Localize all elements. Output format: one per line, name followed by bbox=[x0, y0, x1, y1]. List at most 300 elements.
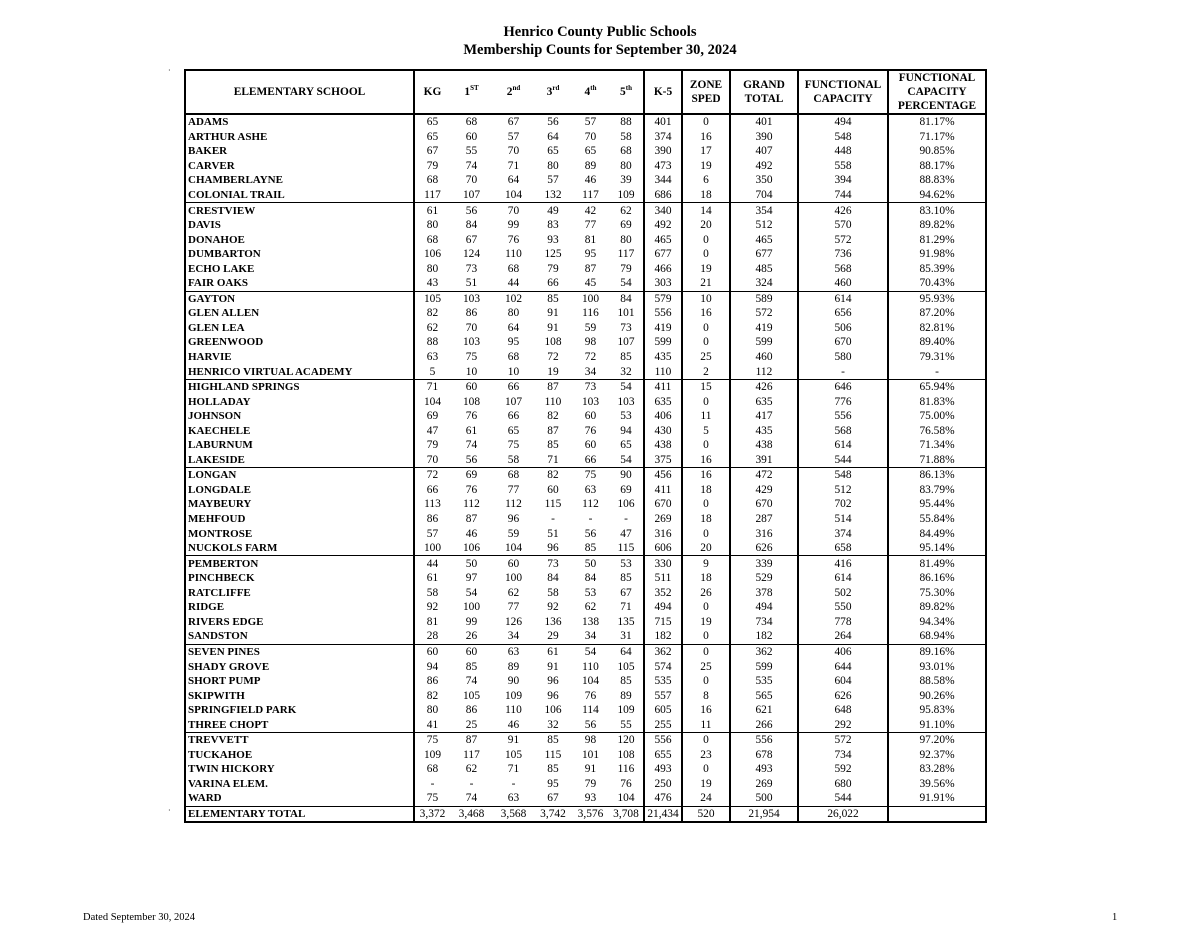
cell-grade2: 58 bbox=[507, 453, 520, 466]
cell-grade4: 46 bbox=[584, 174, 597, 187]
cell-capacity-percentage: 83.28% bbox=[888, 762, 986, 777]
cell-capacity-percentage: 95.93% bbox=[888, 291, 986, 306]
cell-zone-sped: 26 bbox=[682, 586, 730, 601]
cell-grand-total: 734 bbox=[730, 615, 798, 630]
cell-zone-sped: 8 bbox=[682, 688, 730, 703]
cell-school: HIGHLAND SPRINGS bbox=[185, 379, 414, 394]
cell-grade5: 117 bbox=[609, 247, 644, 262]
cell-grade2: 66 bbox=[493, 379, 534, 394]
cell-grand-total: 429 bbox=[730, 483, 798, 498]
cell-grade1: 3,468 bbox=[450, 806, 493, 822]
cell-grade1: 106 bbox=[462, 542, 481, 555]
cell-k5: 21,434 bbox=[644, 806, 682, 822]
cell-grade4: 59 bbox=[584, 321, 597, 334]
cell-kg: 79 bbox=[426, 439, 439, 452]
cell-grand-total: 485 bbox=[730, 261, 798, 276]
cell-grade4: 76 bbox=[584, 424, 597, 437]
cell-zone-sped: 0 bbox=[682, 600, 730, 615]
cell-grand-total: 266 bbox=[730, 717, 798, 732]
cell-grade3: 66 bbox=[547, 277, 559, 290]
cell-k5: 511 bbox=[644, 571, 682, 586]
cell-school: SEVEN PINES bbox=[185, 644, 414, 659]
cell-grade3: 87 bbox=[547, 424, 559, 437]
cell-grade3: 3,742 bbox=[534, 806, 572, 822]
cell-grade1: 84 bbox=[465, 219, 478, 232]
col-header-grade4: 4th bbox=[572, 70, 609, 114]
cell-functional-capacity: 736 bbox=[798, 247, 888, 262]
cell-zone-sped: 24 bbox=[682, 791, 730, 806]
cell-school: GAYTON bbox=[185, 291, 414, 306]
cell-grand-total: 362 bbox=[730, 644, 798, 659]
cell-grade2: 67 bbox=[507, 116, 520, 129]
cell-grade4: 63 bbox=[584, 483, 597, 496]
cell-functional-capacity: 614 bbox=[798, 438, 888, 453]
col-header-kg: KG bbox=[414, 70, 450, 114]
cell-grand-total: 599 bbox=[730, 659, 798, 674]
cell-kg: 61 bbox=[414, 203, 450, 218]
cell-capacity-percentage: 94.62% bbox=[888, 188, 986, 203]
cell-grade1: 61 bbox=[465, 424, 478, 437]
cell-grade3: 56 bbox=[547, 116, 559, 129]
cell-functional-capacity: 658 bbox=[798, 541, 888, 556]
cell-kg: 58 bbox=[426, 586, 439, 599]
cell-k5: 352 bbox=[644, 586, 682, 601]
cell-grade1: 87 bbox=[465, 513, 478, 526]
table-row bbox=[185, 468, 986, 483]
cell-functional-capacity: 570 bbox=[798, 218, 888, 233]
cell-k5: 255 bbox=[644, 717, 682, 732]
cell-k5: 303 bbox=[644, 276, 682, 291]
cell-zone-sped: 23 bbox=[682, 748, 730, 763]
cell-grand-total: 390 bbox=[730, 130, 798, 145]
cell-grand-total: 460 bbox=[730, 350, 798, 365]
cell-grand-total: 417 bbox=[730, 409, 798, 424]
cell-school: LONGAN bbox=[185, 468, 414, 483]
cell-grade4: 81 bbox=[584, 233, 597, 246]
cell-grade4: 93 bbox=[584, 792, 597, 805]
cell-grade3: 64 bbox=[547, 130, 559, 143]
cell-k5: 375 bbox=[644, 453, 682, 468]
cell-kg: 86 bbox=[426, 513, 439, 526]
cell-grade5: 53 bbox=[609, 409, 644, 424]
cell-school: GLEN ALLEN bbox=[185, 306, 414, 321]
cell-grade1: 67 bbox=[465, 233, 478, 246]
cell-grade2: 96 bbox=[507, 513, 520, 526]
cell-k5: 606 bbox=[644, 541, 682, 556]
cell-kg: 47 bbox=[426, 424, 439, 437]
cell-grade4: 53 bbox=[584, 586, 597, 599]
cell-grade4: 104 bbox=[581, 675, 600, 688]
cell-kg: 80 bbox=[426, 704, 439, 717]
table-row bbox=[185, 762, 986, 777]
cell-grade2: 68 bbox=[507, 262, 520, 275]
cell-grade2: 109 bbox=[504, 689, 523, 702]
cell-zone-sped: 15 bbox=[682, 379, 730, 394]
cell-grade2: 91 bbox=[493, 732, 534, 747]
cell-functional-capacity: 558 bbox=[798, 159, 888, 174]
cell-grade3: 72 bbox=[547, 351, 559, 364]
cell-grade5: 120 bbox=[609, 732, 644, 747]
cell-school: RATCLIFFE bbox=[185, 586, 414, 601]
cell-grade5: 88 bbox=[609, 114, 644, 130]
cell-grade3: 91 bbox=[547, 660, 559, 673]
table-row bbox=[185, 321, 986, 336]
cell-functional-capacity: 448 bbox=[798, 144, 888, 159]
table-row bbox=[185, 379, 986, 394]
cell-grand-total: 677 bbox=[730, 247, 798, 262]
cell-grade4: 70 bbox=[584, 130, 597, 143]
cell-capacity-percentage: 89.16% bbox=[888, 644, 986, 659]
cell-grade4: 101 bbox=[581, 748, 600, 761]
cell-grade2: 46 bbox=[507, 718, 520, 731]
cell-grade2: 77 bbox=[507, 601, 520, 614]
cell-kg: 63 bbox=[426, 351, 439, 364]
cell-kg: 94 bbox=[426, 660, 439, 673]
cell-functional-capacity: 416 bbox=[798, 556, 888, 571]
cell-grade1: 74 bbox=[465, 792, 478, 805]
cell-school: VARINA ELEM. bbox=[185, 777, 414, 792]
cell-grade4: - bbox=[588, 513, 593, 526]
cell-zone-sped: 0 bbox=[682, 335, 730, 350]
cell-functional-capacity: 544 bbox=[798, 791, 888, 806]
cell-grade3: 82 bbox=[534, 468, 572, 483]
cell-grade4: 54 bbox=[572, 644, 609, 659]
table-row bbox=[185, 114, 986, 130]
cell-k5: 535 bbox=[644, 674, 682, 689]
cell-capacity-percentage: 92.37% bbox=[888, 748, 986, 763]
cell-functional-capacity: - bbox=[798, 364, 888, 379]
cell-grade1: 100 bbox=[462, 601, 481, 614]
cell-capacity-percentage: 95.14% bbox=[888, 541, 986, 556]
cell-functional-capacity: 544 bbox=[798, 453, 888, 468]
document-title: Henrico County Public Schools bbox=[503, 24, 697, 40]
total-row bbox=[185, 806, 986, 822]
cell-grade5: 69 bbox=[609, 483, 644, 498]
cell-functional-capacity: 572 bbox=[798, 732, 888, 747]
cell-grade4: 91 bbox=[584, 763, 597, 776]
cell-grade2: 70 bbox=[493, 203, 534, 218]
cell-grade5: 79 bbox=[609, 261, 644, 276]
cell-grade3: 136 bbox=[544, 615, 562, 628]
cell-grade3: 87 bbox=[534, 379, 572, 394]
cell-grade5: 90 bbox=[609, 468, 644, 483]
cell-grade4: 85 bbox=[584, 542, 597, 555]
cell-k5: 465 bbox=[644, 232, 682, 247]
cell-functional-capacity: 374 bbox=[798, 526, 888, 541]
cell-grade2: 63 bbox=[507, 792, 520, 805]
cell-functional-capacity: 646 bbox=[798, 379, 888, 394]
cell-functional-capacity: 702 bbox=[798, 497, 888, 512]
cell-grade4: 89 bbox=[584, 159, 597, 172]
cell-grade4: 72 bbox=[584, 351, 597, 364]
cell-functional-capacity: 734 bbox=[798, 748, 888, 763]
cell-grade2: 64 bbox=[507, 321, 520, 334]
cell-functional-capacity: 744 bbox=[798, 188, 888, 203]
cell-grade5: 108 bbox=[609, 748, 644, 763]
table-row bbox=[185, 586, 986, 601]
cell-capacity-percentage: 95.44% bbox=[888, 497, 986, 512]
cell-grade5: 104 bbox=[609, 791, 644, 806]
cell-k5: 456 bbox=[644, 468, 682, 483]
cell-grade1: 99 bbox=[465, 615, 478, 628]
col-header-grade1: 1ST bbox=[450, 70, 493, 114]
cell-grade1: 86 bbox=[465, 307, 478, 320]
cell-grade5: 68 bbox=[609, 144, 644, 159]
cell-grade2: 104 bbox=[504, 542, 523, 555]
cell-functional-capacity: 568 bbox=[798, 423, 888, 438]
cell-grade2: 95 bbox=[507, 336, 520, 349]
cell-grade3: 85 bbox=[534, 732, 572, 747]
cell-grand-total: 589 bbox=[730, 291, 798, 306]
cell-grade3: 92 bbox=[547, 601, 559, 614]
cell-grade5: 76 bbox=[609, 777, 644, 792]
cell-zone-sped: 0 bbox=[682, 438, 730, 453]
cell-k5: 494 bbox=[644, 600, 682, 615]
table-row bbox=[185, 512, 986, 527]
cell-grade4: 98 bbox=[584, 336, 597, 349]
cell-zone-sped: 16 bbox=[682, 306, 730, 321]
cell-grade3: 115 bbox=[544, 748, 562, 761]
cell-capacity-percentage: 95.83% bbox=[888, 703, 986, 718]
page-number: 1 bbox=[1112, 912, 1118, 923]
cell-grade4: 66 bbox=[584, 453, 597, 466]
cell-zone-sped: 0 bbox=[682, 321, 730, 336]
cell-grade5: 54 bbox=[609, 379, 644, 394]
cell-capacity-percentage: 68.94% bbox=[888, 629, 986, 644]
cell-functional-capacity: 26,022 bbox=[798, 806, 888, 822]
table-row bbox=[185, 291, 986, 306]
cell-grand-total: 670 bbox=[730, 497, 798, 512]
cell-grand-total: 401 bbox=[730, 114, 798, 130]
cell-capacity-percentage: - bbox=[888, 364, 986, 379]
cell-grand-total: 492 bbox=[730, 159, 798, 174]
cell-grade1: 105 bbox=[462, 689, 481, 702]
cell-k5: 406 bbox=[644, 409, 682, 424]
table-row bbox=[185, 453, 986, 468]
cell-grade4: 34 bbox=[584, 365, 597, 378]
cell-k5: 466 bbox=[644, 261, 682, 276]
cell-grade1: 97 bbox=[465, 572, 478, 585]
cell-k5: 250 bbox=[644, 777, 682, 792]
cell-grade2: 75 bbox=[507, 439, 520, 452]
cell-grade2: 89 bbox=[507, 660, 520, 673]
cell-grade3: 85 bbox=[547, 439, 559, 452]
cell-k5: 110 bbox=[644, 364, 682, 379]
cell-functional-capacity: 460 bbox=[798, 276, 888, 291]
cell-capacity-percentage: 75.30% bbox=[888, 586, 986, 601]
cell-capacity-percentage bbox=[888, 806, 986, 822]
cell-zone-sped: 11 bbox=[682, 409, 730, 424]
cell-grade3: 125 bbox=[544, 248, 562, 261]
cell-grade5: 106 bbox=[609, 497, 644, 512]
cell-k5: 430 bbox=[644, 423, 682, 438]
table-row bbox=[185, 556, 986, 571]
cell-capacity-percentage: 97.20% bbox=[888, 732, 986, 747]
table-row bbox=[185, 130, 986, 145]
cell-k5: 374 bbox=[644, 130, 682, 145]
cell-grade4: 103 bbox=[581, 395, 600, 408]
cell-grade4: 87 bbox=[584, 262, 597, 275]
cell-k5: 435 bbox=[644, 350, 682, 365]
cell-kg: 68 bbox=[426, 233, 439, 246]
cell-school: LAKESIDE bbox=[185, 453, 414, 468]
table-row bbox=[185, 306, 986, 321]
cell-kg: 44 bbox=[414, 556, 450, 571]
cell-grade3: 91 bbox=[547, 321, 559, 334]
cell-capacity-percentage: 93.01% bbox=[888, 659, 986, 674]
cell-grade4: 73 bbox=[572, 379, 609, 394]
cell-grade4: 98 bbox=[572, 732, 609, 747]
cell-grade1: 51 bbox=[465, 277, 478, 290]
cell-grade4: 79 bbox=[584, 777, 597, 790]
cell-kg: 82 bbox=[426, 689, 439, 702]
cell-grade1: 62 bbox=[465, 763, 478, 776]
cell-k5: 677 bbox=[644, 247, 682, 262]
cell-grade3: 67 bbox=[547, 792, 559, 805]
cell-grade1: 10 bbox=[465, 365, 478, 378]
cell-capacity-percentage: 91.91% bbox=[888, 791, 986, 806]
table-row bbox=[185, 748, 986, 763]
cell-zone-sped: 19 bbox=[682, 777, 730, 792]
table-row bbox=[185, 261, 986, 276]
cell-grade5: 89 bbox=[609, 688, 644, 703]
cell-grade1: 87 bbox=[450, 732, 493, 747]
cell-grade1: 70 bbox=[465, 174, 478, 187]
cell-grand-total: 494 bbox=[730, 600, 798, 615]
cell-grand-total: 419 bbox=[730, 321, 798, 336]
cell-capacity-percentage: 87.20% bbox=[888, 306, 986, 321]
cell-grand-total: 378 bbox=[730, 586, 798, 601]
table-row bbox=[185, 438, 986, 453]
cell-grade5: 39 bbox=[609, 173, 644, 188]
cell-grade3: 96 bbox=[547, 689, 559, 702]
cell-grade3: 115 bbox=[544, 498, 562, 511]
cell-functional-capacity: 550 bbox=[798, 600, 888, 615]
cell-k5: 344 bbox=[644, 173, 682, 188]
cell-grade4: 95 bbox=[584, 248, 597, 261]
cell-kg: 67 bbox=[426, 145, 439, 158]
cell-zone-sped: 0 bbox=[682, 732, 730, 747]
cell-kg: 69 bbox=[426, 410, 439, 423]
cell-school: KAECHELE bbox=[185, 423, 414, 438]
cell-capacity-percentage: 88.83% bbox=[888, 173, 986, 188]
cell-functional-capacity: 644 bbox=[798, 659, 888, 674]
cell-grade5: 115 bbox=[609, 541, 644, 556]
cell-grand-total: 472 bbox=[730, 468, 798, 483]
cell-grade2: 57 bbox=[507, 130, 520, 143]
cell-grade1: 74 bbox=[465, 439, 478, 452]
cell-kg: 88 bbox=[426, 336, 439, 349]
col-header-capacity-percentage: FUNCTIONAL CAPACITY PERCENTAGE bbox=[888, 70, 986, 114]
cell-grade4: 56 bbox=[584, 527, 597, 540]
cell-school: WARD bbox=[185, 791, 414, 806]
cell-k5: 438 bbox=[644, 438, 682, 453]
table-row bbox=[185, 409, 986, 424]
cell-grade2: 71 bbox=[507, 159, 520, 172]
cell-grand-total: 556 bbox=[730, 732, 798, 747]
cell-school: FAIR OAKS bbox=[185, 276, 414, 291]
cell-grade1: 60 bbox=[450, 644, 493, 659]
cell-grade4: 110 bbox=[582, 660, 599, 673]
cell-kg: 82 bbox=[426, 307, 439, 320]
cell-grade1: 73 bbox=[465, 262, 478, 275]
cell-grade3: 96 bbox=[547, 675, 559, 688]
cell-functional-capacity: 626 bbox=[798, 688, 888, 703]
cell-kg: 66 bbox=[426, 483, 439, 496]
cell-grand-total: 182 bbox=[730, 629, 798, 644]
cell-capacity-percentage: 70.43% bbox=[888, 276, 986, 291]
cell-grade2: 63 bbox=[493, 644, 534, 659]
cell-kg: 68 bbox=[426, 174, 439, 187]
cell-capacity-percentage: 86.13% bbox=[888, 468, 986, 483]
cell-school: JOHNSON bbox=[185, 409, 414, 424]
cell-grade3: 96 bbox=[547, 542, 559, 555]
cell-grade3: 71 bbox=[547, 453, 559, 466]
cell-functional-capacity: 592 bbox=[798, 762, 888, 777]
cell-kg: 60 bbox=[414, 644, 450, 659]
cell-grand-total: 465 bbox=[730, 232, 798, 247]
cell-grade2: 80 bbox=[507, 307, 520, 320]
cell-school: MAYBEURY bbox=[185, 497, 414, 512]
cell-functional-capacity: 426 bbox=[798, 203, 888, 218]
cell-grade1: 25 bbox=[465, 718, 478, 731]
cell-school: DAVIS bbox=[185, 218, 414, 233]
cell-k5: 574 bbox=[644, 659, 682, 674]
cell-k5: 635 bbox=[644, 394, 682, 409]
col-header-grade5: 5th bbox=[609, 70, 644, 114]
table-row bbox=[185, 571, 986, 586]
cell-functional-capacity: 580 bbox=[798, 350, 888, 365]
cell-kg: 61 bbox=[426, 572, 439, 585]
cell-school: ECHO LAKE bbox=[185, 261, 414, 276]
cell-functional-capacity: 572 bbox=[798, 232, 888, 247]
cell-grand-total: 500 bbox=[730, 791, 798, 806]
cell-grade2: 65 bbox=[507, 424, 520, 437]
cell-school: THREE CHOPT bbox=[185, 717, 414, 732]
cell-capacity-percentage: 90.85% bbox=[888, 144, 986, 159]
col-header-grand-total: GRAND TOTAL bbox=[730, 70, 798, 114]
cell-zone-sped: 11 bbox=[682, 717, 730, 732]
cell-school: SHORT PUMP bbox=[185, 674, 414, 689]
cell-grade2: 102 bbox=[493, 291, 534, 306]
cell-functional-capacity: 556 bbox=[798, 409, 888, 424]
cell-k5: 330 bbox=[644, 556, 682, 571]
cell-zone-sped: 25 bbox=[682, 350, 730, 365]
cell-capacity-percentage: 84.49% bbox=[888, 526, 986, 541]
cell-functional-capacity: 680 bbox=[798, 777, 888, 792]
cell-grade1: 26 bbox=[465, 630, 478, 643]
cell-grade5: 109 bbox=[609, 703, 644, 718]
cell-zone-sped: 0 bbox=[682, 644, 730, 659]
cell-functional-capacity: 614 bbox=[798, 571, 888, 586]
cell-zone-sped: 21 bbox=[682, 276, 730, 291]
cell-grade1: 74 bbox=[465, 159, 478, 172]
cell-zone-sped: 19 bbox=[682, 159, 730, 174]
table-row bbox=[185, 644, 986, 659]
cell-capacity-percentage: 89.40% bbox=[888, 335, 986, 350]
cell-grand-total: 339 bbox=[730, 556, 798, 571]
cell-k5: 340 bbox=[644, 203, 682, 218]
cell-grand-total: 354 bbox=[730, 203, 798, 218]
cell-grand-total: 287 bbox=[730, 512, 798, 527]
cell-zone-sped: 9 bbox=[682, 556, 730, 571]
table-row bbox=[185, 674, 986, 689]
cell-grade2: 76 bbox=[507, 233, 520, 246]
cell-zone-sped: 19 bbox=[682, 261, 730, 276]
cell-grade2: 68 bbox=[493, 468, 534, 483]
col-header-functional-capacity: FUNCTIONAL CAPACITY bbox=[798, 70, 888, 114]
cell-kg: 81 bbox=[426, 615, 439, 628]
